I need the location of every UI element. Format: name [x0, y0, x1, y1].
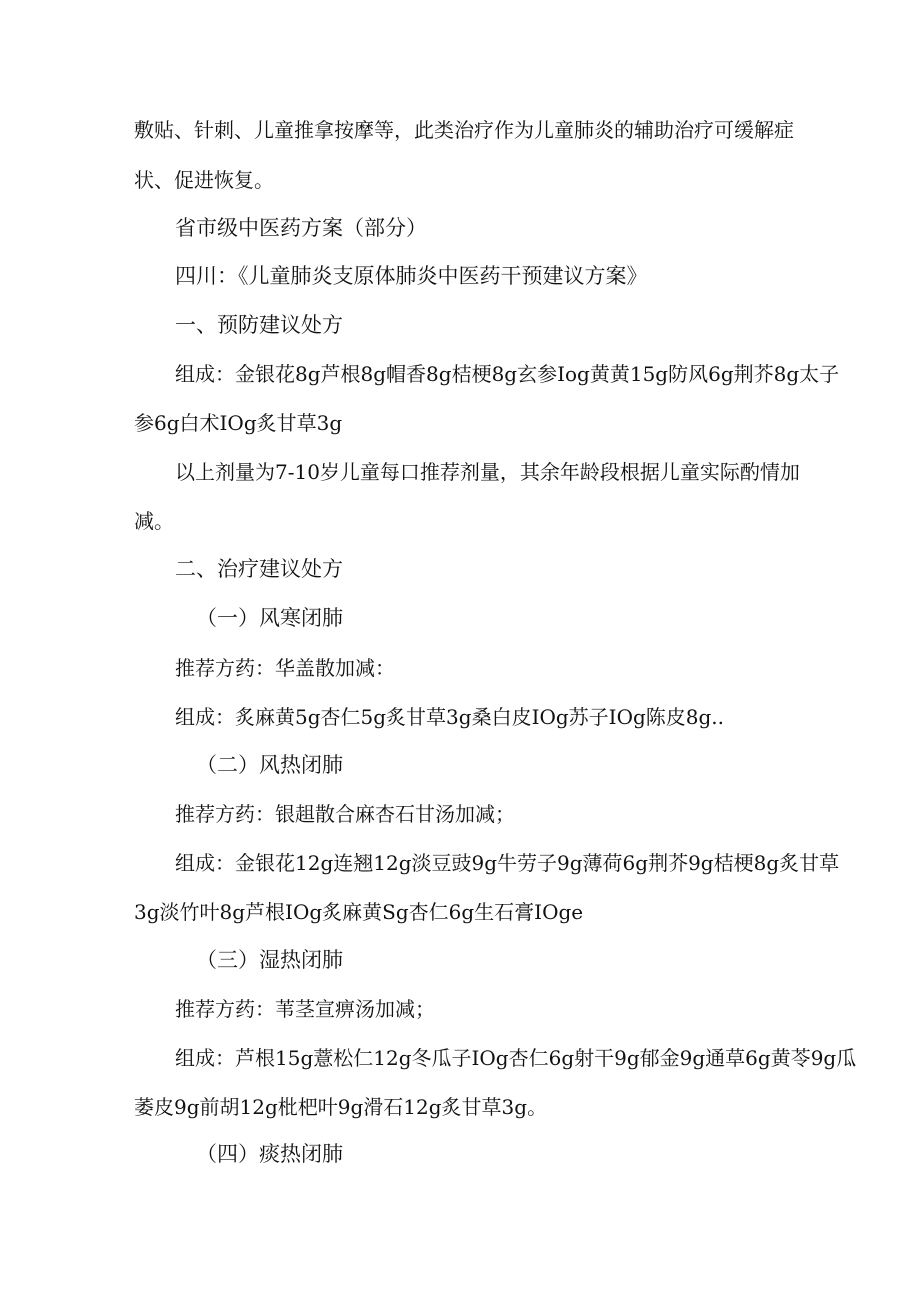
sub2-composition-line-2: 3g淡竹叶8g芦根IOg炙麻黄Sg杏仁6g生石膏IOge: [134, 900, 584, 924]
sub1-formula: 推荐方药：华盖散加减：: [175, 656, 395, 680]
treatment-heading: 二、治疗建议处方: [175, 557, 343, 581]
sub1-heading: （一）风寒闭肺: [196, 606, 343, 630]
sub2-heading: （二）风热闭肺: [196, 753, 343, 777]
prevention-composition-line-1: 组成：金银花8g芦根8g帽香8g桔梗8g玄参Iog黄黄15g防风6g荆芥8g太子: [175, 362, 840, 386]
intro-line-2: 状、促进恢复。: [134, 168, 274, 192]
sub3-composition-line-1: 组成：芦根15g薏松仁12g冬瓜子IOg杏仁6g射干9g郁金9g通草6g黄苓9g瓜: [175, 1046, 857, 1070]
intro-line-1: 敷贴、针刺、儿童推拿按摩等，此类治疗作为儿童肺炎的辅助治疗可缓解症: [134, 118, 794, 142]
prevention-composition-line-2: 参6g白术IOg炙甘草3g: [134, 411, 343, 435]
sub4-heading: （四）痰热闭肺: [196, 1142, 343, 1166]
sub3-heading: （三）湿热闭肺: [196, 948, 343, 972]
section-title: 省市级中医药方案（部分）: [175, 216, 427, 240]
doc-title: 四川：《儿童肺炎支原体肺炎中医药干预建议方案》: [175, 264, 648, 288]
prevention-note-line-2: 减。: [134, 509, 174, 533]
prevention-note-line-1: 以上剂量为7-10岁儿童每口推荐剂量，其余年龄段根据儿童实际酌情加: [175, 460, 800, 484]
sub3-formula: 推荐方药：苇茎宣痹汤加减；: [175, 997, 435, 1021]
sub1-composition: 组成：炙麻黄5g杏仁5g炙甘草3g桑白皮IOg苏子IOg陈皮8g..: [175, 705, 725, 729]
prevention-heading: 一、预防建议处方: [175, 313, 343, 337]
sub2-composition-line-1: 组成：金银花12g连翘12g淡豆豉9g牛劳子9g薄荷6g荆芥9g桔梗8g炙甘草: [175, 851, 840, 875]
sub2-formula: 推荐方药：银趄散合麻杏石甘汤加减；: [175, 802, 515, 826]
sub3-composition-line-2: 萎皮9g前胡12g枇杷叶9g滑石12g炙甘草3g。: [134, 1095, 548, 1119]
